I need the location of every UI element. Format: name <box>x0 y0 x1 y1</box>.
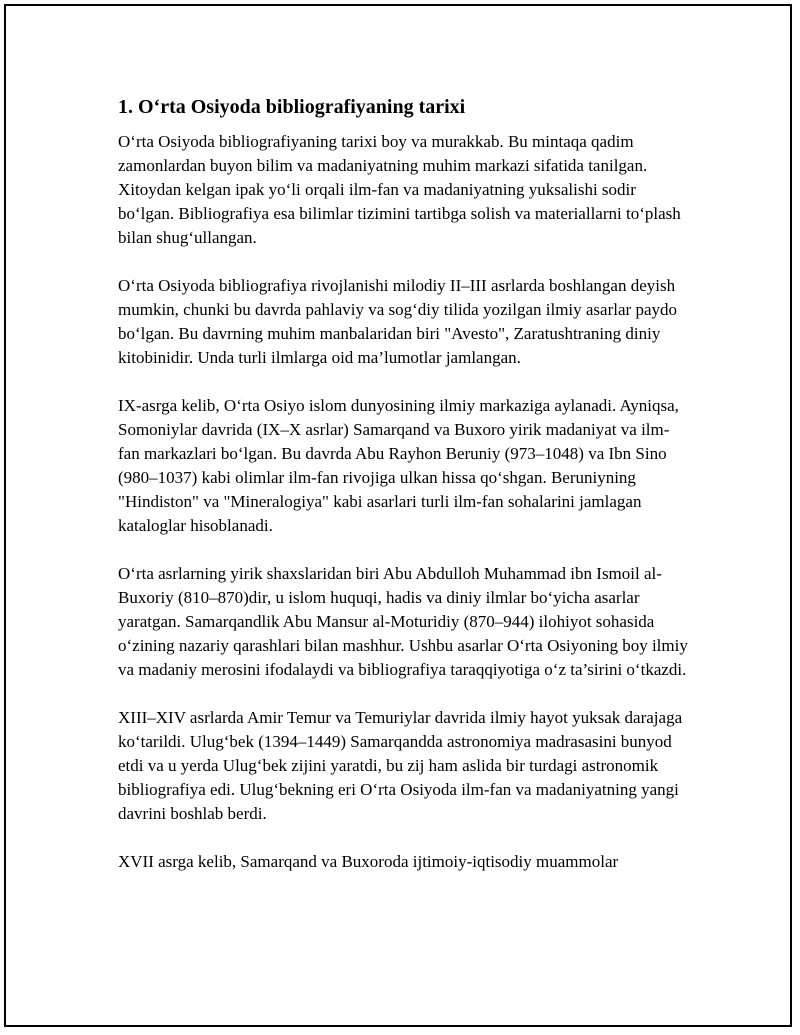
section-heading: 1. O‘rta Osiyoda bibliografiyaning tarixi <box>118 96 466 118</box>
paragraph-2: O‘rta Osiyoda bibliografiya rivojlanishi milodiy II–III asrlarda boshlangan deyish mumkin, chunki bu davrda pahlaviy va sog‘diy tilida yozilgan ilmiy asarlar paydo bo‘lgan. Bu davrning muhim manbalaridan biri "Avesto", Zaratushtraning diniy kitobinidir. Unda turli ilmlarga oid ma’lumotlar jamlangan. <box>118 276 677 367</box>
paragraph-6: XVII asrga kelib, Samarqand va Buxoroda ijtimoiy-iqtisodiy muammolar <box>118 852 619 871</box>
paragraph-3: IX-asrga kelib, O‘rta Osiyo islom dunyosining ilmiy markaziga aylanadi. Ayniqsa, Somoniylar davrida (IX–X asrlar) Samarqand va Buxoro yirik madaniyat va ilm-fan markazlari bo‘lgan. Bu davrda Abu Rayhon Beruniy (973–1048) va Ibn Sino (980–1037) kabi olimlar ilm-fan rivojiga ulkan hissa qo‘shgan. Beruniyning "Hindiston" va "Mineralogiya" kabi asarlari turli ilm-fan sohalarini jamlagan kataloglar hisoblanadi. <box>118 396 679 535</box>
paragraph-1: O‘rta Osiyoda bibliografiyaning tarixi boy va murakkab. Bu mintaqa qadim zamonlardan buyon bilim va madaniyatning muhim markazi sifatida tanilgan. Xitoydan kelgan ipak yo‘li orqali ilm-fan va madaniyatning yuksalishi sodir bo‘lgan. Bibliografiya esa bilimlar tizimini tartibga solish va materiallarni to‘plash bilan shug‘ullangan. <box>118 132 681 247</box>
paragraph-5: XIII–XIV asrlarda Amir Temur va Temuriylar davrida ilmiy hayot yuksak darajaga ko‘tarildi. Ulug‘bek (1394–1449) Samarqandda astronomiya madrasasini bunyod etdi va u yerda Ulug‘bek zijini yaratdi, bu zij ham aslida bir turdagi astronomik bibliografiya edi. Ulug‘bekning eri O‘rta Osiyoda ilm-fan va madaniyatning yangi davrini boshlab berdi. <box>118 708 683 823</box>
paragraph-4: O‘rta asrlarning yirik shaxslaridan biri Abu Abdulloh Muhammad ibn Ismoil al-Buxoriy (810–870)dir, u islom huquqi, hadis va diniy ilmlar bo‘yicha asarlar yaratgan. Samarqandlik Abu Mansur al-Moturidiy (870–944) ilohiyot sohasida o‘zining nazariy qarashlari bilan mashhur. Ushbu asarlar O‘rta Osiyoning boy ilmiy va madaniy merosini ifodalaydi va bibliografiya taraqqiyotiga o‘z ta’sirini o‘tkazdi. <box>118 564 688 679</box>
document-body <box>118 94 690 898</box>
